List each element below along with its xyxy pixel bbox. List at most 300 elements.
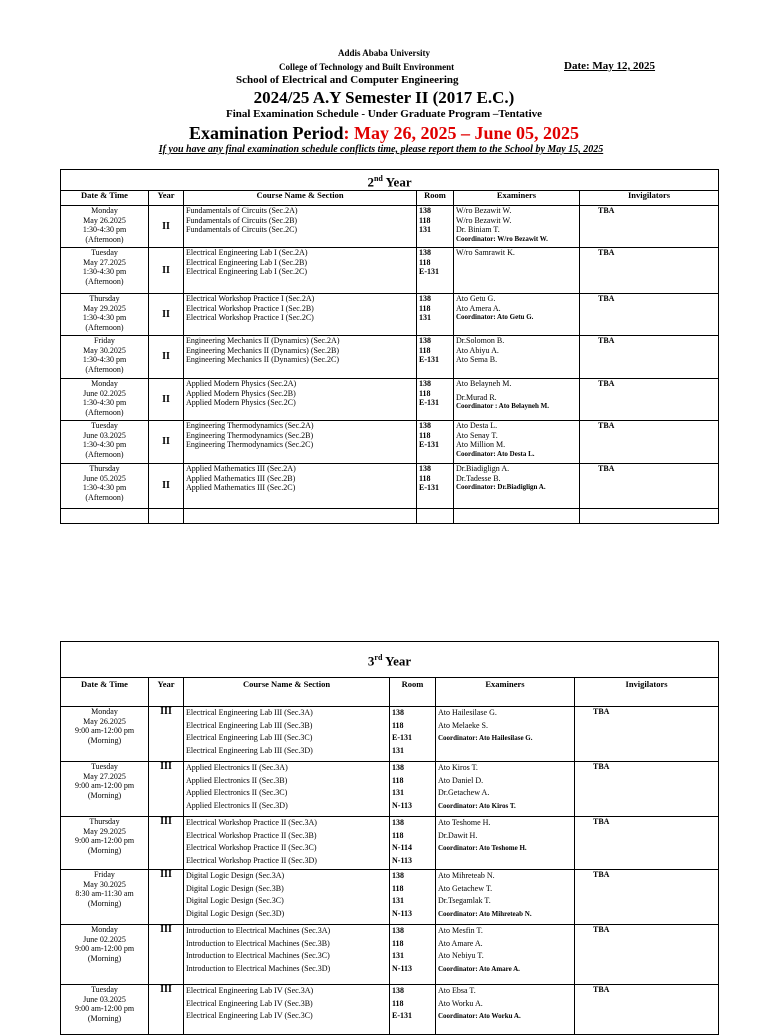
course-line: Engineering Mechanics II (Dynamics) (Sec.2B) — [186, 345, 340, 355]
examiner-line: W/ro Bezawit W. — [456, 215, 512, 225]
date-time-line: May 26.2025 — [83, 716, 126, 726]
coordinator-line: Coordinator: Ato Kiros T. — [438, 801, 516, 810]
invigilator-cell: TBA — [580, 206, 719, 248]
examiner-line: Dr.Tadesse B. — [456, 473, 501, 483]
invigilator-cell: TBA — [580, 464, 719, 509]
year2-blank-row — [61, 509, 719, 524]
course-line: Digital Logic Design (Sec.3B) — [186, 883, 284, 893]
year-cell: III — [149, 925, 184, 985]
room-cell — [390, 707, 436, 762]
examiner-line: W/ro Bezawit W. — [456, 206, 512, 215]
col-course: Course Name & Section — [184, 191, 417, 206]
room-line: 118 — [392, 775, 404, 785]
course-line: Introduction to Electrical Machines (Sec.3C) — [186, 951, 330, 960]
date-time-line: June 02.2025 — [83, 934, 126, 944]
invigilator-cell: TBA — [580, 248, 719, 294]
university-name: Addis Ababa University — [337, 48, 431, 58]
examiner-line: Dr.Biadiglign A. — [456, 464, 510, 473]
examiner-line: Dr.Tsegamlak T. — [438, 896, 491, 905]
course-cell — [184, 925, 390, 985]
year-cell: III — [149, 762, 184, 817]
course-line: Electrical Engineering Lab I (Sec.2C) — [186, 267, 308, 277]
date-time-line: (Morning) — [87, 790, 122, 800]
room-line: 118 — [392, 883, 404, 893]
year-cell: II — [149, 294, 184, 336]
room-cell — [417, 336, 454, 379]
year-cell: II — [149, 379, 184, 421]
coordinator-line: Coordinator: Ato Desta L. — [456, 449, 535, 458]
examiner-line: Dr.Getachew A. — [438, 788, 490, 797]
course-line: Applied Electronics II (Sec.3B) — [186, 775, 288, 785]
date-time-line: 9:00 am-12:00 pm — [74, 944, 135, 954]
examiners-cell — [454, 336, 580, 379]
room-line: 138 — [392, 708, 404, 717]
col-invigilators: Invigilators — [580, 191, 719, 206]
invigilator-cell: TBA — [575, 817, 719, 870]
table-row — [61, 206, 719, 248]
examiner-line: Dr.Solomon B. — [456, 336, 505, 345]
date-time-line: 9:00 am-12:00 pm — [74, 781, 135, 791]
course-line: Fundamentals of Circuits (Sec.2C) — [186, 225, 298, 235]
date-time-line: Tuesday — [91, 421, 118, 430]
year-cell: III — [149, 707, 184, 762]
room-cell — [390, 870, 436, 925]
course-line: Introduction to Electrical Machines (Sec.3A) — [186, 926, 331, 935]
examiner-line: Ato Getachew T. — [438, 883, 493, 893]
examiner-line: Dr. Biniam T. — [456, 225, 500, 235]
program-subtitle: Final Examination Schedule - Under Graduate Program –Tentative — [225, 108, 543, 120]
room-line: 118 — [419, 430, 431, 440]
date-time-line: (Morning) — [87, 735, 122, 745]
col-course: Course Name & Section — [184, 678, 390, 707]
date-time-line: May 30.2025 — [83, 345, 126, 355]
date-time-cell — [61, 985, 149, 1035]
course-cell — [184, 817, 390, 870]
course-line: Electrical Engineering Lab III (Sec.3A) — [186, 708, 313, 717]
examiner-line: Ato Amera A. — [456, 303, 501, 313]
room-line: E-131 — [419, 398, 439, 408]
room-line: 131 — [392, 788, 404, 797]
course-line: Electrical Workshop Practice II (Sec.3C) — [186, 843, 317, 852]
course-line: Engineering Thermodynamics (Sec.2C) — [186, 440, 314, 450]
date-time-line: Tuesday — [91, 248, 118, 257]
course-line: Engineering Thermodynamics (Sec.2A) — [186, 421, 314, 430]
course-line: Electrical Engineering Lab I (Sec.2A) — [186, 248, 308, 257]
room-line: 118 — [392, 938, 404, 948]
examiner-line: Ato Senay T. — [456, 430, 498, 440]
table-row — [61, 336, 719, 379]
table-row — [61, 379, 719, 421]
course-cell — [184, 379, 417, 421]
course-cell — [184, 985, 390, 1035]
room-line: N-114 — [392, 843, 412, 852]
date-time-cell — [61, 336, 149, 379]
room-line: 118 — [419, 303, 431, 313]
examiners-cell — [454, 379, 580, 421]
examiner-line: Ato Ebsa T. — [438, 986, 476, 995]
date-time-line: June 03.2025 — [83, 994, 126, 1004]
date-time-line: 9:00 am-12:00 pm — [74, 726, 135, 736]
examiners-cell — [454, 206, 580, 248]
examiner-line: Dr.Dawit H. — [438, 830, 478, 840]
course-line: Electrical Engineering Lab III (Sec.3B) — [186, 720, 313, 730]
room-line: E-131 — [392, 1011, 412, 1020]
room-line: 118 — [419, 388, 431, 398]
room-line: E-131 — [419, 483, 439, 493]
room-line: E-131 — [392, 733, 412, 742]
course-line: Electrical Engineering Lab III (Sec.3D) — [186, 745, 313, 755]
date-time-line: May 29.2025 — [83, 303, 126, 313]
date-time-line: May 27.2025 — [83, 771, 126, 781]
year2-schedule-table — [60, 169, 719, 524]
examiner-line: Ato Million M. — [456, 440, 506, 450]
course-line: Electrical Workshop Practice I (Sec.2A) — [186, 294, 315, 303]
date-time-cell — [61, 421, 149, 464]
course-line: Electrical Workshop Practice II (Sec.3D) — [186, 855, 317, 865]
course-cell — [184, 206, 417, 248]
year-cell: II — [149, 421, 184, 464]
coordinator-line: Coordinator: Ato Mihreteab N. — [438, 909, 532, 918]
col-invigilators: Invigilators — [575, 678, 719, 707]
date-time-line: 9:00 am-12:00 pm — [74, 1004, 135, 1014]
table-row — [61, 294, 719, 336]
col-examiners: Examiners — [454, 191, 580, 206]
examiner-line: Ato Teshome H. — [438, 818, 491, 827]
date-time-line: 1:30-4:30 pm — [82, 398, 127, 408]
table-row — [61, 248, 719, 294]
college-name: College of Technology and Built Environment — [279, 62, 455, 72]
invigilator-cell: TBA — [580, 294, 719, 336]
year3-title: 3rd Year — [61, 642, 719, 678]
examiner-line: W/ro Samrawit K. — [456, 248, 515, 257]
room-line: 138 — [419, 336, 431, 345]
examiner-line: Ato Sema B. — [456, 355, 498, 365]
date-time-line: Tuesday — [91, 985, 118, 994]
date-time-line: (Morning) — [87, 953, 122, 963]
room-cell — [417, 248, 454, 294]
invigilator-cell: TBA — [580, 379, 719, 421]
col-year: Year — [149, 678, 184, 707]
year2-title: 2nd Year — [61, 170, 719, 191]
room-line: E-131 — [419, 440, 439, 450]
examiner-line: Ato Nebiyu T. — [438, 951, 484, 960]
examiners-cell — [436, 817, 575, 870]
semester-title: 2024/25 A.Y Semester II (2017 E.C.) — [253, 88, 515, 107]
date-time-line: 8:30 am-11:30 am — [75, 889, 134, 899]
course-cell — [184, 707, 390, 762]
course-line: Electrical Workshop Practice II (Sec.3B) — [186, 830, 317, 840]
course-cell — [184, 870, 390, 925]
room-line: 138 — [419, 206, 431, 215]
date-time-line: (Afternoon) — [85, 322, 124, 332]
date-time-line: 1:30-4:30 pm — [82, 267, 127, 277]
coordinator-line: Coordinator: Ato Worku A. — [438, 1012, 521, 1020]
course-line: Digital Logic Design (Sec.3C) — [186, 896, 284, 905]
date-time-line: May 30.2025 — [83, 879, 126, 889]
course-line: Engineering Mechanics II (Dynamics) (Sec.2C) — [186, 355, 340, 365]
course-cell — [184, 762, 390, 817]
date-time-cell — [61, 817, 149, 870]
date-time-line: 1:30-4:30 pm — [82, 483, 127, 493]
room-line: 131 — [419, 225, 431, 235]
room-line: N-113 — [392, 800, 412, 810]
course-line: Introduction to Electrical Machines (Sec.3D) — [186, 963, 331, 973]
col-room: Room — [417, 191, 454, 206]
course-line: Applied Modern Physics (Sec.2B) — [186, 388, 296, 398]
course-line: Applied Electronics II (Sec.3D) — [186, 800, 288, 810]
school-name: School of Electrical and Computer Engineering — [236, 74, 459, 86]
date-time-line: Monday — [91, 707, 118, 716]
invigilator-cell: TBA — [575, 985, 719, 1035]
date-time-line: (Morning) — [87, 845, 122, 855]
examiner-line: Ato Kiros T. — [438, 763, 478, 772]
course-line: Electrical Engineering Lab III (Sec.3C) — [186, 733, 313, 742]
room-cell — [417, 206, 454, 248]
examiner-line: Ato Melaeke S. — [438, 720, 488, 730]
date-time-line: Tuesday — [91, 762, 118, 771]
examiners-cell — [454, 421, 580, 464]
room-cell — [390, 985, 436, 1035]
room-line: 131 — [392, 896, 404, 905]
date-time-line: Friday — [94, 870, 115, 879]
examiners-cell — [454, 248, 580, 294]
examiner-line: Ato Getu G. — [456, 294, 496, 303]
examiner-line: Dr.Murad R. — [456, 392, 497, 402]
col-room: Room — [390, 678, 436, 707]
room-line: 131 — [392, 951, 404, 960]
course-line: Applied Mathematics III (Sec.2C) — [186, 483, 296, 493]
table-row — [61, 464, 719, 509]
course-line: Applied Mathematics III (Sec.2B) — [186, 473, 296, 483]
course-cell — [184, 294, 417, 336]
room-line: 138 — [392, 763, 404, 772]
date-time-line: Thursday — [89, 294, 120, 303]
date-time-line: May 26.2025 — [83, 215, 126, 225]
date-time-cell — [61, 870, 149, 925]
date-time-cell — [61, 206, 149, 248]
course-cell — [184, 421, 417, 464]
course-line: Applied Electronics II (Sec.3A) — [186, 763, 288, 772]
invigilator-cell: TBA — [575, 925, 719, 985]
room-line: 138 — [392, 926, 404, 935]
course-cell — [184, 336, 417, 379]
examiners-cell — [436, 707, 575, 762]
date-time-cell — [61, 925, 149, 985]
course-line: Engineering Thermodynamics (Sec.2B) — [186, 430, 314, 440]
course-line: Applied Modern Physics (Sec.2C) — [186, 398, 296, 408]
examiner-line: Ato Hailesilase G. — [438, 708, 497, 717]
year-cell: II — [149, 248, 184, 294]
course-line: Electrical Workshop Practice I (Sec.2B) — [186, 303, 314, 313]
coordinator-line: Coordinator: Ato Getu G. — [456, 313, 534, 322]
room-cell — [417, 421, 454, 464]
date-time-cell — [61, 248, 149, 294]
room-line: N-113 — [392, 908, 412, 918]
year-cell: II — [149, 336, 184, 379]
invigilator-cell: TBA — [580, 421, 719, 464]
course-line: Electrical Engineering Lab IV (Sec.3A) — [186, 986, 314, 995]
date-time-line: May 27.2025 — [83, 257, 126, 267]
room-line: 118 — [419, 473, 431, 483]
date-time-line: Thursday — [89, 464, 120, 473]
date-time-line: (Afternoon) — [85, 234, 124, 244]
date-time-line: Monday — [91, 925, 118, 934]
room-line: 138 — [392, 871, 404, 880]
date-time-line: 1:30-4:30 pm — [82, 440, 127, 450]
course-line: Digital Logic Design (Sec.3A) — [186, 871, 285, 880]
room-line: N-113 — [392, 963, 412, 973]
date-time-line: 1:30-4:30 pm — [82, 355, 127, 365]
invigilator-cell: TBA — [575, 762, 719, 817]
date-time-line: (Morning) — [87, 898, 122, 908]
date-time-line: 1:30-4:30 pm — [82, 225, 127, 235]
room-line: 118 — [419, 215, 431, 225]
course-cell — [184, 464, 417, 509]
course-line: Electrical Engineering Lab I (Sec.2B) — [186, 257, 308, 267]
room-line: 138 — [419, 248, 431, 257]
course-line: Digital Logic Design (Sec.3D) — [186, 908, 285, 918]
room-line: 118 — [392, 830, 404, 840]
coordinator-line: Coordinator: Dr.Biadiglign A. — [456, 483, 546, 492]
examiners-cell — [436, 870, 575, 925]
table-row — [61, 925, 719, 985]
invigilator-cell: TBA — [580, 336, 719, 379]
examiner-line: Ato Desta L. — [456, 421, 498, 430]
room-line: E-131 — [419, 267, 439, 277]
examination-period-dates: : May 26, 2025 – June 05, 2025 — [343, 123, 579, 143]
course-line: Electrical Workshop Practice II (Sec.3A) — [186, 818, 317, 827]
table-row — [61, 421, 719, 464]
examiner-line: Ato Mihreteab N. — [438, 871, 495, 880]
room-line: 138 — [392, 986, 404, 995]
table-row — [61, 707, 719, 762]
room-line: 138 — [392, 818, 404, 827]
date-time-line: 1:30-4:30 pm — [82, 313, 127, 323]
table-row — [61, 985, 719, 1035]
room-line: 131 — [392, 745, 404, 755]
room-line: 138 — [419, 294, 431, 303]
course-line: Introduction to Electrical Machines (Sec.3B) — [186, 938, 330, 948]
date-time-line: Thursday — [89, 817, 120, 826]
col-examiners: Examiners — [436, 678, 575, 707]
coordinator-line: Coordinator : Ato Belayneh M. — [456, 402, 550, 411]
examination-period-label: Examination Period — [188, 123, 344, 143]
document-date: Date: May 12, 2025 — [564, 60, 656, 72]
year-cell: II — [149, 464, 184, 509]
date-time-line: 9:00 am-12:00 pm — [74, 836, 135, 846]
room-line: 138 — [419, 421, 431, 430]
date-time-cell — [61, 379, 149, 421]
course-line: Applied Electronics II (Sec.3C) — [186, 788, 288, 797]
room-line: 118 — [419, 345, 431, 355]
course-cell — [184, 248, 417, 294]
room-line: 138 — [419, 379, 431, 388]
room-line: 118 — [392, 720, 404, 730]
room-line: 118 — [392, 998, 404, 1008]
table-row — [61, 762, 719, 817]
date-time-line: June 05.2025 — [83, 473, 126, 483]
course-line: Electrical Engineering Lab IV (Sec.3B) — [186, 998, 313, 1008]
examiner-line: Ato Mesfin T. — [438, 926, 483, 935]
date-time-line: June 02.2025 — [83, 388, 126, 398]
conflict-note: If you have any final examination schedule conflicts time, please report them to the School by May 15, 2025 — [158, 144, 604, 155]
date-time-line: June 03.2025 — [83, 430, 126, 440]
course-line: Electrical Workshop Practice I (Sec.2C) — [186, 313, 314, 323]
examiner-line: Ato Abiyu A. — [456, 345, 499, 355]
year-cell: II — [149, 206, 184, 248]
year-cell: III — [149, 817, 184, 870]
examiners-cell — [454, 294, 580, 336]
room-cell — [390, 925, 436, 985]
examination-period — [0, 123, 768, 144]
date-time-line: (Afternoon) — [85, 276, 124, 286]
course-line: Electrical Engineering Lab IV (Sec.3C) — [186, 1011, 313, 1020]
date-time-line: (Afternoon) — [85, 492, 124, 502]
course-line: Applied Modern Physics (Sec.2A) — [186, 379, 297, 388]
table-row — [61, 870, 719, 925]
room-cell — [390, 817, 436, 870]
year3-schedule-table — [60, 641, 719, 1035]
coordinator-line: Coordinator: W/ro Bezawit W. — [456, 234, 548, 243]
examiners-cell — [436, 925, 575, 985]
examiner-line: Ato Amare A. — [438, 938, 483, 948]
coordinator-line: Coordinator: Ato Teshome H. — [438, 844, 527, 852]
examiners-cell — [436, 985, 575, 1035]
year-cell: III — [149, 870, 184, 925]
table-row — [61, 817, 719, 870]
col-date-time: Date & Time — [61, 191, 149, 206]
course-line: Fundamentals of Circuits (Sec.2A) — [186, 206, 298, 215]
col-date-time: Date & Time — [61, 678, 149, 707]
date-time-line: (Afternoon) — [85, 407, 124, 417]
room-cell — [417, 464, 454, 509]
coordinator-line: Coordinator: Ato Hailesilase G. — [438, 734, 533, 742]
examiners-cell — [454, 464, 580, 509]
date-time-cell — [61, 464, 149, 509]
date-time-line: (Afternoon) — [85, 449, 124, 459]
course-line: Applied Mathematics III (Sec.2A) — [186, 464, 296, 473]
examiners-cell — [436, 762, 575, 817]
date-time-line: Monday — [91, 379, 118, 388]
room-line: E-131 — [419, 355, 439, 365]
date-time-line: Friday — [94, 336, 115, 345]
room-cell — [390, 762, 436, 817]
coordinator-line: Coordinator: Ato Amare A. — [438, 964, 520, 973]
date-time-line: May 29.2025 — [83, 826, 126, 836]
date-time-line: (Morning) — [87, 1013, 122, 1023]
course-line: Engineering Mechanics II (Dynamics) (Sec.2A) — [186, 336, 340, 345]
room-cell — [417, 294, 454, 336]
date-time-cell — [61, 762, 149, 817]
date-time-line: (Afternoon) — [85, 364, 124, 374]
course-line: Fundamentals of Circuits (Sec.2B) — [186, 215, 298, 225]
room-cell — [417, 379, 454, 421]
date-time-cell — [61, 707, 149, 762]
col-year: Year — [149, 191, 184, 206]
room-line: N-113 — [392, 855, 412, 865]
year-cell: III — [149, 985, 184, 1035]
room-line: 118 — [419, 257, 431, 267]
room-line: 131 — [419, 313, 431, 323]
date-time-cell — [61, 294, 149, 336]
examiner-line: Ato Daniel D. — [438, 775, 484, 785]
examiner-line: Ato Worku A. — [438, 998, 483, 1008]
room-line: 138 — [419, 464, 431, 473]
examiner-line: Ato Belayneh M. — [456, 379, 512, 388]
invigilator-cell: TBA — [575, 870, 719, 925]
invigilator-cell: TBA — [575, 707, 719, 762]
date-time-line: Monday — [91, 206, 118, 215]
